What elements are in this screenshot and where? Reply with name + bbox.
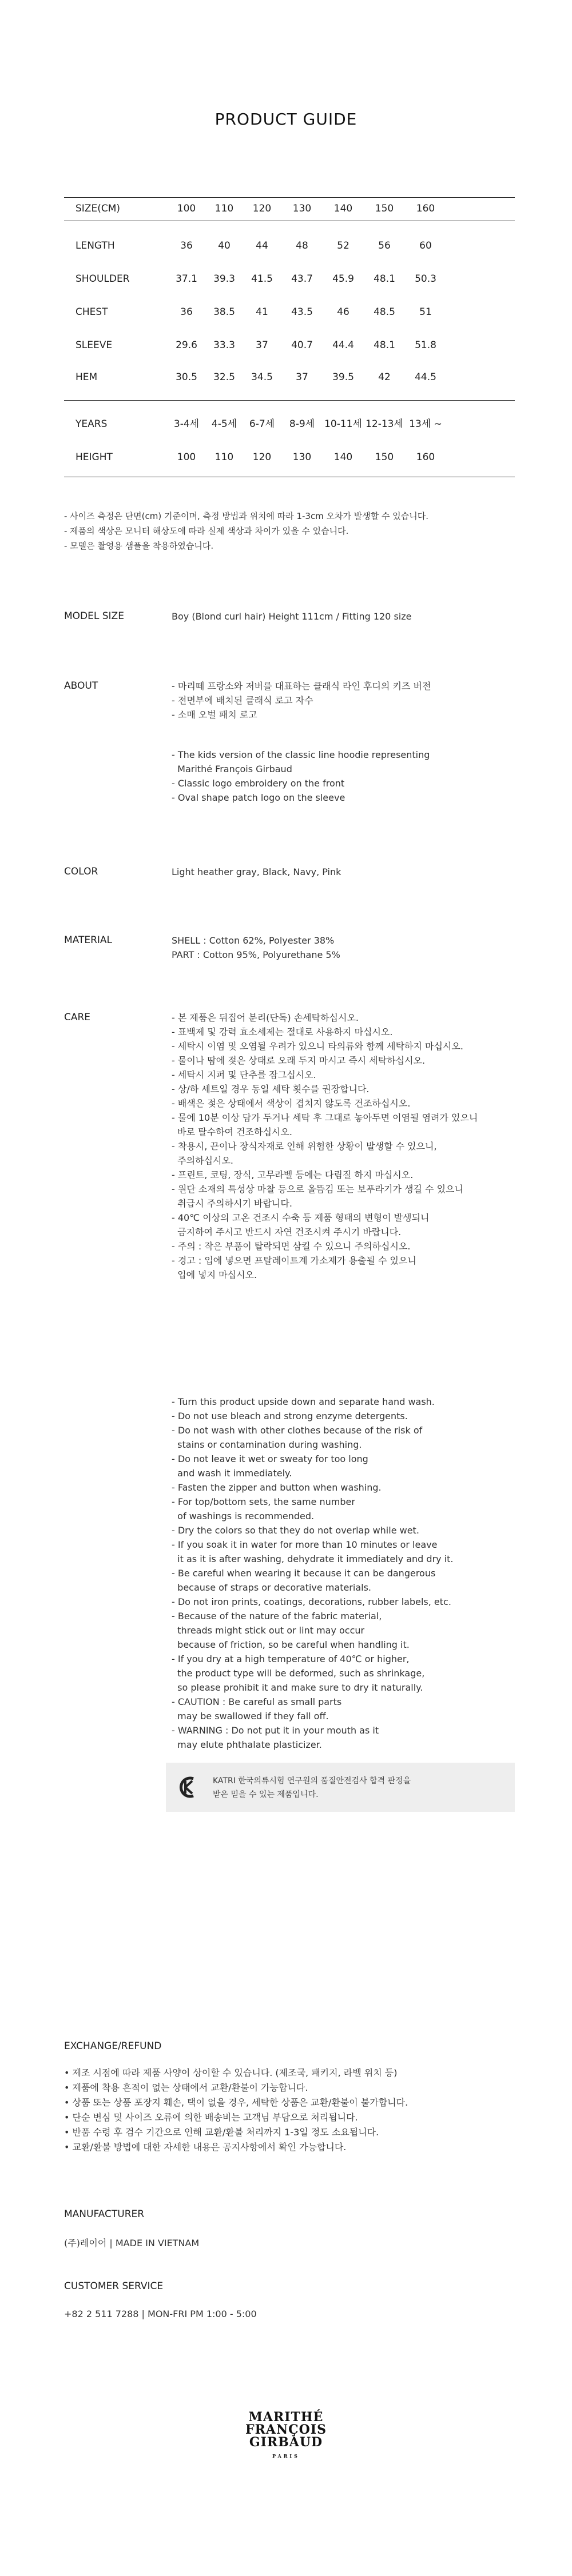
table-cell: 51 — [419, 306, 432, 318]
care-line: because of straps or decorative materials. — [172, 1582, 371, 1593]
katri-line: 받은 믿을 수 있는 제품입니다. — [213, 1790, 319, 1799]
katri-certification-box — [166, 1763, 515, 1812]
table-cell: 160 — [416, 203, 435, 214]
care-line: - 원단 소재의 특성상 마찰 등으로 올뜸김 또는 보푸라기가 생길 수 있으니 — [172, 1184, 463, 1195]
table-cell: 40.7 — [291, 340, 313, 351]
model-size-label: MODEL SIZE — [64, 610, 124, 622]
table-cell: 39.3 — [213, 273, 235, 285]
table-cell: 110 — [214, 452, 234, 463]
table-cell: 100 — [177, 452, 196, 463]
katri-line: KATRI 한국의류시험 연구원의 품질안전검사 합격 판정을 — [213, 1776, 411, 1786]
care-line: the product type will be deformed, such as shrinkage, — [172, 1668, 425, 1679]
about-line: - Classic logo embroidery on the front — [172, 778, 345, 789]
about-label: ABOUT — [64, 680, 98, 692]
table-cell: 33.3 — [213, 340, 235, 351]
manufacturer-label: MANUFACTURER — [64, 2208, 145, 2220]
table-row — [64, 301, 515, 324]
table-cell: 51.8 — [415, 340, 436, 351]
table-cell: 13세 ~ — [409, 418, 442, 430]
customer-service-label: CUSTOMER SERVICE — [64, 2281, 164, 2292]
table-cell: 48.1 — [374, 340, 395, 351]
care-line: - For top/bottom sets, the same number — [172, 1496, 355, 1507]
row-label: HEIGHT — [76, 452, 113, 463]
table-row — [64, 446, 515, 469]
table-cell: 41.5 — [251, 273, 273, 285]
care-line: - 배색은 젖은 상태에서 색상이 겹치지 않도록 건조하십시오. — [172, 1098, 411, 1109]
about-line: Marithé François Girbaud — [172, 764, 292, 774]
care-line: threads might stick out or lint may occur — [172, 1625, 365, 1636]
table-cell: 46 — [337, 306, 349, 318]
table-cell: 44.5 — [415, 372, 436, 383]
care-label: CARE — [64, 1012, 91, 1023]
about-line: - Oval shape patch logo on the sleeve — [172, 792, 345, 803]
care-line: - CAUTION : Be careful as small parts — [172, 1696, 342, 1707]
exchange-line: • 제품에 착용 흔적이 없는 상태에서 교환/환불이 가능합니다. — [64, 2082, 308, 2093]
care-line: - Turn this product upside down and separate hand wash. — [172, 1396, 435, 1407]
table-cell: 32.5 — [213, 372, 235, 383]
table-cell: 41 — [256, 306, 268, 318]
about-line: - 마리떼 프랑소와 저버를 대표하는 클래식 라인 후디의 키즈 버전 — [172, 681, 431, 692]
table-cell: 50.3 — [415, 273, 436, 285]
table-cell: 40 — [218, 240, 231, 251]
care-line: so please prohibit it and make sure to dry it naturally. — [172, 1682, 423, 1693]
table-cell: 48.5 — [374, 306, 395, 318]
table-cell: 160 — [416, 452, 435, 463]
care-line: because of friction, so be careful when handling it. — [172, 1639, 410, 1650]
about-line: - The kids version of the classic line hoodie representing — [172, 749, 430, 760]
care-en — [172, 1395, 454, 1752]
table-cell: 52 — [337, 240, 349, 251]
about-line: - 전면부에 배치된 클래식 로고 자수 — [172, 695, 313, 706]
note-line: - 제품의 색상은 모니터 해상도에 따라 실제 색상과 차이가 있을 수 있습니다. — [64, 526, 349, 536]
care-line: - Dry the colors so that they do not overlap while wet. — [172, 1525, 419, 1536]
table-cell: 60 — [419, 240, 432, 251]
table-row — [64, 334, 515, 357]
table-cell: 30.5 — [176, 372, 197, 383]
size-notes — [64, 509, 428, 553]
table-cell: 39.5 — [332, 372, 354, 383]
care-line: - Do not wash with other clothes because of the risk of — [172, 1425, 423, 1436]
row-label: LENGTH — [76, 240, 115, 251]
table-cell: 43.5 — [291, 306, 313, 318]
manufacturer-text: (주)레이어 | MADE IN VIETNAM — [64, 2238, 200, 2248]
row-label: SHOULDER — [76, 273, 130, 285]
row-label: SIZE(CM) — [76, 203, 120, 214]
table-cell: 12-13세 — [366, 418, 403, 430]
table-cell: 36 — [180, 240, 193, 251]
table-cell: 130 — [292, 203, 312, 214]
about-ko — [172, 679, 431, 722]
care-line: of washings is recommended. — [172, 1511, 315, 1521]
care-line: it as it is after washing, dehydrate it immediately and dry it. — [172, 1553, 454, 1564]
table-cell: 56 — [378, 240, 391, 251]
table-cell: 140 — [333, 452, 353, 463]
row-label: CHEST — [76, 306, 108, 318]
table-row — [64, 366, 515, 389]
table-cell: 44 — [256, 240, 268, 251]
table-cell: 48.1 — [374, 273, 395, 285]
care-line: - 세탁시 지퍼 및 단추를 잠그십시오. — [172, 1069, 316, 1080]
exchange-line: • 상품 또는 상품 포장지 훼손, 택이 없을 경우, 세탁한 상품은 교환/환불이 불가합니다. — [64, 2097, 408, 2108]
table-cell: 34.5 — [251, 372, 273, 383]
table-cell: 6-7세 — [249, 418, 275, 430]
material-line: SHELL : Cotton 62%, Polyester 38% — [172, 935, 335, 946]
care-line: - 표백제 및 강력 효소세제는 절대로 사용하지 마십시오. — [172, 1027, 393, 1037]
care-line: may be swallowed if they fall off. — [172, 1711, 329, 1722]
care-line: - Do not iron prints, coatings, decorations, rubber labels, etc. — [172, 1596, 451, 1607]
table-cell: 42 — [378, 372, 391, 383]
table-cell: 8-9세 — [289, 418, 315, 430]
care-line: - Because of the nature of the fabric material, — [172, 1611, 382, 1622]
care-line: - Do not use bleach and strong enzyme detergents. — [172, 1411, 408, 1421]
care-line: 취급시 주의하시기 바랍니다. — [172, 1198, 292, 1209]
exchange-line: • 반품 수령 후 검수 기간으로 인해 교환/환불 처리까지 1-3일 정도 소요됩니다. — [64, 2127, 379, 2138]
material-text — [172, 933, 340, 962]
exchange-label: EXCHANGE/REFUND — [64, 2040, 162, 2052]
page-title: PRODUCT GUIDE — [214, 110, 357, 129]
table-cell: 37 — [256, 340, 268, 351]
table-cell: 110 — [214, 203, 234, 214]
table-row — [64, 413, 515, 436]
color-label: COLOR — [64, 866, 98, 877]
table-cell: 37.1 — [176, 273, 197, 285]
table-row — [64, 267, 515, 290]
care-line: - 물이나 땀에 젖은 상태로 오래 두지 마시고 즉시 세탁하십시오. — [172, 1055, 426, 1066]
table-cell: 38.5 — [213, 306, 235, 318]
table-cell: 10-11세 — [324, 418, 362, 430]
care-line: - Do not leave it wet or sweaty for too long — [172, 1453, 368, 1464]
exchange-line: • 단순 변심 및 사이즈 오류에 의한 배송비는 고객님 부담으로 처리됩니다. — [64, 2112, 358, 2123]
table-header-row — [64, 197, 515, 220]
note-line: - 사이즈 측정은 단면(cm) 기준이며, 측정 방법과 위치에 따라 1-3cm 오차가 발생할 수 있습니다. — [64, 511, 429, 521]
customer-service-text: +82 2 511 7288 | MON-FRI PM 1:00 - 5:00 — [64, 2309, 257, 2319]
table-section-rule — [64, 400, 515, 401]
table-cell: 37 — [296, 372, 308, 383]
care-line: 바로 탈수하여 건조하십시오. — [172, 1127, 292, 1137]
care-line: may elute phthalate plasticizer. — [172, 1739, 322, 1750]
care-line: stains or contamination during washing. — [172, 1439, 362, 1450]
care-line: 입에 넣지 마십시오. — [172, 1269, 257, 1280]
table-cell: 29.6 — [176, 340, 197, 351]
row-label: HEM — [76, 372, 98, 383]
table-cell: 100 — [177, 203, 196, 214]
table-cell: 4-5세 — [211, 418, 237, 430]
table-cell: 130 — [292, 452, 312, 463]
care-line: - 프린트, 코팅, 장식, 고무라벨 등에는 다림질 하지 마십시오. — [172, 1169, 414, 1180]
row-label: SLEEVE — [76, 340, 113, 351]
about-en — [172, 748, 430, 805]
table-cell: 48 — [296, 240, 308, 251]
exchange-line: • 제조 시점에 따라 제품 사양이 상이할 수 있습니다. (제조국, 패키지, 라벨 위치 등) — [64, 2067, 398, 2078]
table-cell: 3-4세 — [173, 418, 200, 430]
note-line: - 모델은 촬영용 샘플을 착용하였습니다. — [64, 541, 214, 551]
table-cell: 120 — [252, 203, 272, 214]
care-line: - 40℃ 이상의 고온 건조시 수축 등 제품 형태의 변형이 발생되니 — [172, 1212, 430, 1223]
care-line: - 본 제품은 뒤집어 분리(단독) 손세탁하십시오. — [172, 1012, 359, 1023]
care-line: - WARNING : Do not put it in your mouth as it — [172, 1725, 379, 1736]
color-text: Light heather gray, Black, Navy, Pink — [172, 866, 341, 877]
table-cell: 36 — [180, 306, 193, 318]
table-cell: 150 — [375, 203, 394, 214]
care-line: 금지하여 주시고 반드시 자연 건조시켜 주시기 바랍니다. — [172, 1227, 402, 1237]
care-line: - Fasten the zipper and button when washing. — [172, 1482, 382, 1493]
brand-logo: MARITHÉ FRANÇOIS GIRBAUD PARIS — [245, 2410, 327, 2459]
material-line: PART : Cotton 95%, Polyurethane 5% — [172, 949, 340, 960]
kc-mark-icon — [177, 1775, 200, 1799]
exchange-list — [64, 2066, 408, 2155]
care-line: - 물에 10분 이상 담가 두거나 세탁 후 그대로 놓아두면 이염될 염려가 있으니 — [172, 1112, 478, 1123]
care-line: - 착용시, 끈이나 장식자재로 인해 위험한 상황이 발생할 수 있으니, — [172, 1141, 437, 1152]
care-line: - 주의 : 작은 부품이 탈락되면 삼킬 수 있으니 주의하십시오. — [172, 1241, 411, 1252]
care-ko — [172, 1011, 478, 1282]
about-line: - 소매 오벌 패치 로고 — [172, 709, 257, 720]
exchange-line: • 교환/환불 방법에 대한 자세한 내용은 공지사항에서 확인 가능합니다. — [64, 2142, 347, 2152]
table-cell: 150 — [375, 452, 394, 463]
care-line: - If you soak it in water for more than 10 minutes or leave — [172, 1539, 438, 1550]
material-label: MATERIAL — [64, 934, 113, 946]
care-line: - 경고 : 입에 넣으면 프탈레이트계 가소제가 용출될 수 있으니 — [172, 1255, 416, 1266]
care-line: and wash it immediately. — [172, 1468, 292, 1479]
table-row — [64, 234, 515, 257]
care-line: - 세탁시 이염 및 오염될 우려가 있으니 타의류와 함께 세탁하지 마십시오. — [172, 1041, 463, 1052]
care-line: - Be careful when wearing it because it can be dangerous — [172, 1568, 436, 1579]
care-line: - If you dry at a high temperature of 40℃ or higher, — [172, 1654, 410, 1664]
table-cell: 45.9 — [332, 273, 354, 285]
table-cell: 43.7 — [291, 273, 313, 285]
care-line: - 상/하 세트일 경우 동일 세탁 횟수를 권장합니다. — [172, 1084, 370, 1095]
table-cell: 44.4 — [332, 340, 354, 351]
care-line: 주의하십시오. — [172, 1155, 233, 1166]
row-label: YEARS — [76, 418, 108, 430]
table-cell: 120 — [252, 452, 272, 463]
model-size-text: Boy (Blond curl hair) Height 111cm / Fitting 120 size — [172, 611, 412, 622]
table-cell: 140 — [333, 203, 353, 214]
